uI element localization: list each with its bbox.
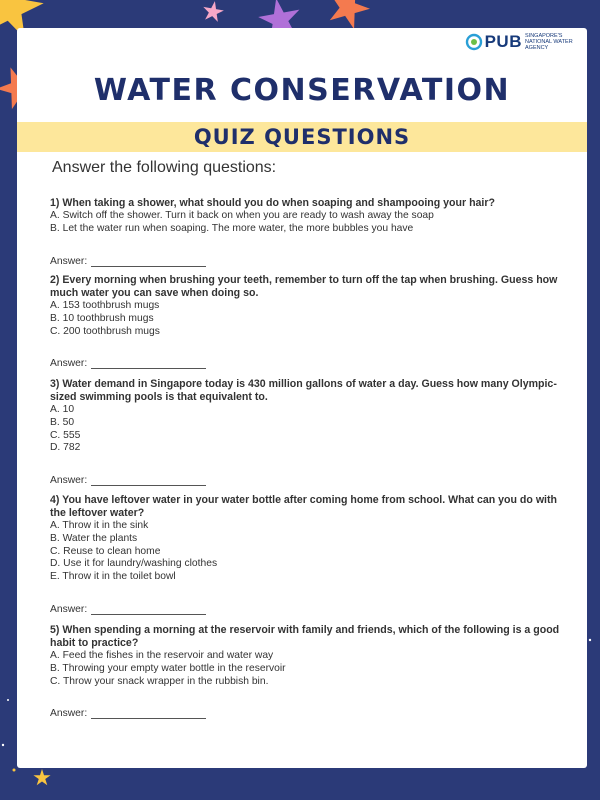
answer-line — [50, 358, 570, 369]
option: B. Throwing your empty water bottle in the reservoir — [50, 662, 286, 674]
star-icon — [33, 769, 50, 785]
option: B. 50 — [50, 416, 75, 428]
question-2 — [50, 274, 570, 369]
answer-label: Answer: — [50, 475, 88, 487]
answer-label: Answer: — [50, 708, 88, 720]
question-text: 3) Water demand in Singapore today is 430 million gallons of water a day. Guess how many Olympic-sized swimming pools is that equivalent to. — [50, 378, 557, 403]
answer-line — [50, 475, 570, 486]
option: C. Throw your snack wrapper in the rubbish bin. — [50, 675, 269, 687]
instructions: Answer the following questions: — [52, 159, 277, 176]
question-text: 5) When spending a morning at the reservoir with family and friends, which of the following is a good habit to practice? — [50, 624, 560, 649]
answer-blank[interactable] — [91, 476, 206, 486]
logo-agency: SINGAPORE'S NATIONAL WATER AGENCY — [525, 33, 573, 51]
option: B. Let the water run when soaping. The more water, the more bubbles you have — [50, 222, 414, 234]
answer-line — [50, 708, 570, 719]
option: C. 555 — [50, 429, 81, 441]
answer-line — [50, 256, 570, 267]
answer-label: Answer: — [50, 358, 88, 370]
option: A. 10 — [50, 404, 75, 415]
logo-brand: PUB — [484, 32, 522, 51]
option: B. Water the plants — [50, 532, 138, 544]
pub-logo — [465, 32, 577, 52]
page-title: WATER CONSERVATION — [93, 73, 511, 108]
answer-label: Answer: — [50, 603, 88, 615]
answer-label: Answer: — [50, 255, 88, 267]
answer-blank[interactable] — [91, 257, 206, 267]
page-subtitle: QUIZ QUESTIONS — [193, 125, 411, 149]
option: D. Use it for laundry/washing clothes — [50, 558, 218, 570]
option: A. Feed the fishes in the reservoir and water way — [50, 650, 274, 661]
answer-blank[interactable] — [91, 605, 206, 615]
answer-line — [50, 604, 570, 615]
option: E. Throw it in the toilet bowl — [50, 571, 176, 583]
question-text: 2) Every morning when brushing your teeth, remember to turn off the tap when brushing. Guess how much water you can save when doing so. — [50, 274, 558, 299]
option: B. 10 toothbrush mugs — [50, 312, 154, 324]
option: D. 782 — [50, 442, 81, 454]
option: A. 153 toothbrush mugs — [50, 300, 160, 311]
option: C. Reuse to clean home — [50, 545, 161, 557]
question-3 — [50, 378, 570, 486]
option: A. Throw it in the sink — [50, 520, 149, 531]
question-1 — [50, 197, 570, 267]
option: C. 200 toothbrush mugs — [50, 325, 160, 337]
question-4 — [50, 494, 570, 615]
question-text: 1) When taking a shower, what should you do when soaping and shampooing your hair? — [50, 197, 495, 209]
water-drop-icon — [465, 33, 483, 51]
star-icon — [201, 0, 225, 23]
question-text: 4) You have leftover water in your water bottle after coming home from school. What can you do with the leftover water? — [50, 494, 558, 519]
answer-blank[interactable] — [91, 709, 206, 719]
question-5 — [50, 624, 570, 719]
option: A. Switch off the shower. Turn it back on when you are ready to wash away the soap — [50, 210, 434, 221]
quiz-card — [17, 28, 587, 768]
answer-blank[interactable] — [91, 359, 206, 369]
